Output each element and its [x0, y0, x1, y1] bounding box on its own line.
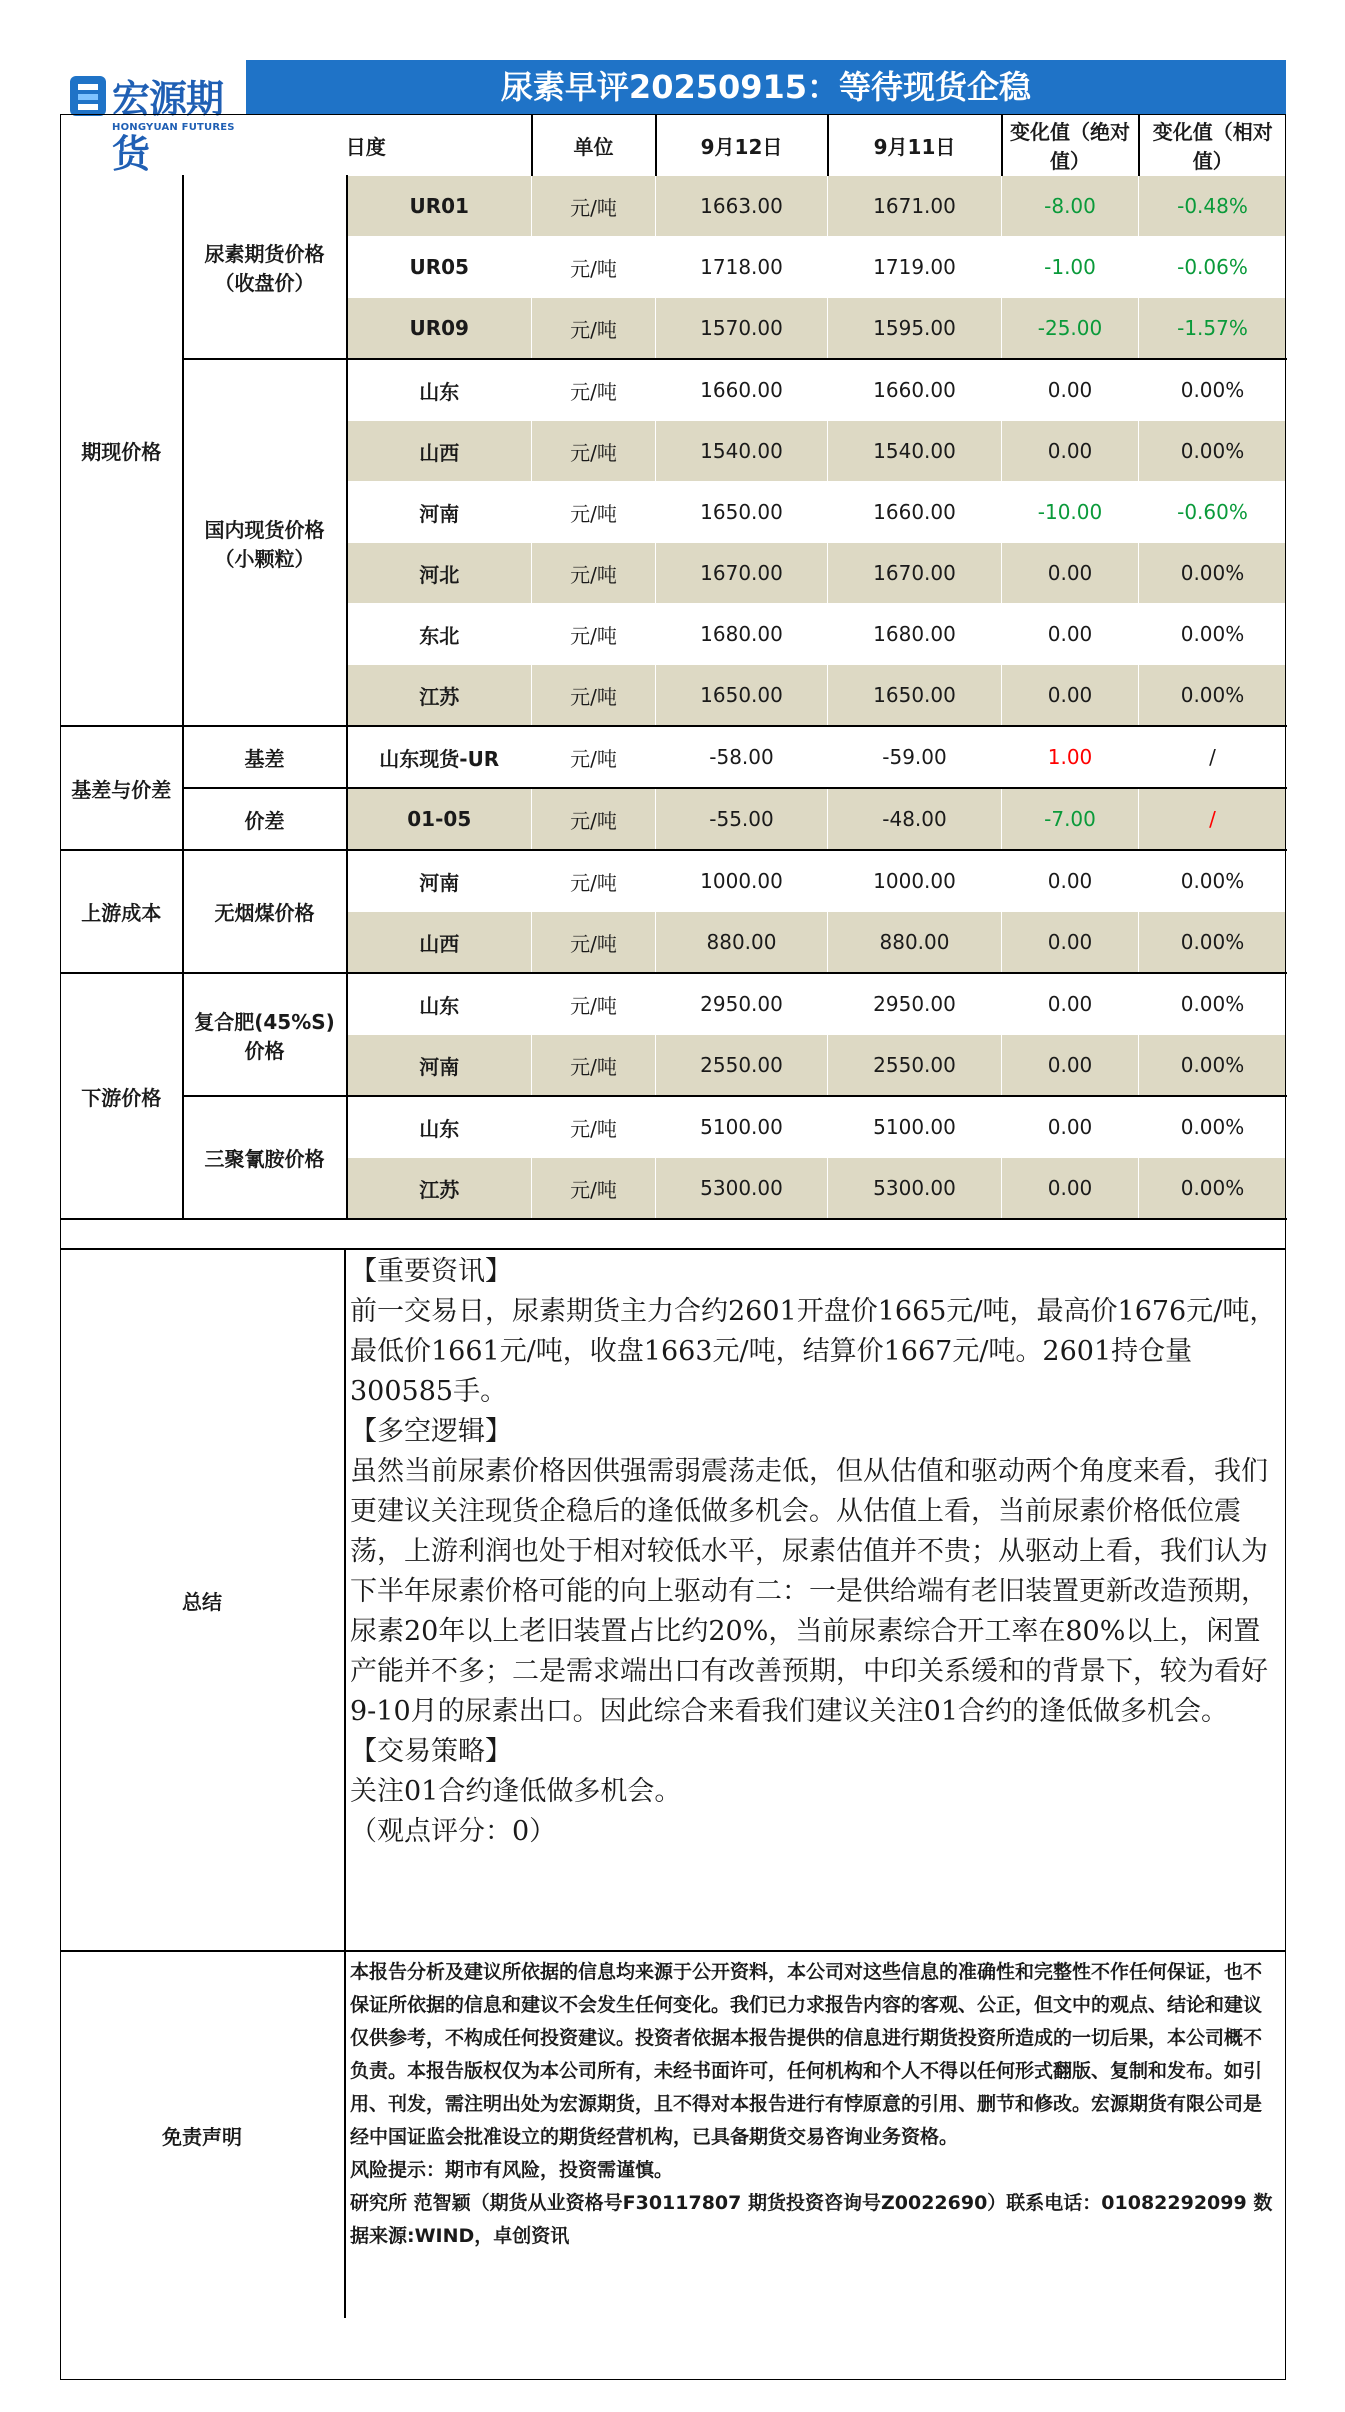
row-rel-change: / — [1139, 788, 1287, 850]
row-date1-value: 1670.00 — [656, 543, 828, 604]
summary-divider — [344, 1248, 346, 2318]
row-item: 河南 — [347, 850, 532, 912]
summary-line: 【重要资讯】 — [350, 1256, 512, 1287]
table-row — [61, 788, 1287, 850]
report-title: 尿素早评20250915：等待现货企稳 — [246, 60, 1286, 114]
table-body — [61, 176, 1287, 1220]
logo-mark-icon — [68, 72, 108, 120]
row-date1-value: 2950.00 — [656, 973, 828, 1035]
row-item: 山东 — [347, 973, 532, 1035]
subgroup-label: 尿素期货价格（收盘价） — [183, 176, 347, 360]
row-rel-change: 0.00% — [1139, 973, 1287, 1035]
summary-line: 【交易策略】 — [350, 1736, 512, 1767]
row-unit: 元/吨 — [532, 1158, 656, 1220]
row-unit: 元/吨 — [532, 604, 656, 665]
row-rel-change: -0.60% — [1139, 482, 1287, 543]
row-date2-value: 1680.00 — [828, 604, 1002, 665]
row-date1-value: 1718.00 — [656, 237, 828, 298]
subgroup-label: 价差 — [183, 788, 347, 850]
row-date1-value: 1570.00 — [656, 298, 828, 360]
row-rel-change: -0.06% — [1139, 237, 1287, 298]
subgroup-label: 三聚氰胺价格 — [183, 1096, 347, 1219]
header-abs-change: 变化值（绝对值） — [1002, 115, 1139, 176]
row-unit: 元/吨 — [532, 543, 656, 604]
subgroup-label: 国内现货价格（小颗粒） — [183, 359, 347, 726]
header-rel-change: 变化值（相对值） — [1139, 115, 1287, 176]
row-date2-value: 1660.00 — [828, 482, 1002, 543]
row-abs-change: 0.00 — [1002, 912, 1139, 974]
row-rel-change: / — [1139, 726, 1287, 788]
row-abs-change: 0.00 — [1002, 973, 1139, 1035]
row-item: 东北 — [347, 604, 532, 665]
logo-name-cn: 宏源期货 — [112, 77, 224, 176]
row-unit: 元/吨 — [532, 788, 656, 850]
row-abs-change: -8.00 — [1002, 176, 1139, 237]
header-date1: 9月12日 — [656, 115, 828, 176]
table-row — [61, 176, 1287, 237]
row-rel-change: -0.48% — [1139, 176, 1287, 237]
row-abs-change: -7.00 — [1002, 788, 1139, 850]
row-date2-value: 1671.00 — [828, 176, 1002, 237]
header-unit: 单位 — [532, 115, 656, 176]
row-item: 山东现货-UR — [347, 726, 532, 788]
row-date1-value: 1650.00 — [656, 665, 828, 727]
row-abs-change: -10.00 — [1002, 482, 1139, 543]
row-abs-change: 0.00 — [1002, 1096, 1139, 1158]
row-abs-change: -1.00 — [1002, 237, 1139, 298]
row-item: UR09 — [347, 298, 532, 360]
disclaimer-line: 研究所 范智颖（期货从业资格号F30117807 期货投资咨询号Z0022690）联系电话：01082292099 数据来源:WIND，卓创资讯 — [350, 2192, 1273, 2247]
row-unit: 元/吨 — [532, 1096, 656, 1158]
row-item: 山西 — [347, 421, 532, 482]
summary-line: （观点评分：0） — [350, 1816, 557, 1847]
subgroup-label: 复合肥(45%S)价格 — [183, 973, 347, 1096]
row-unit: 元/吨 — [532, 850, 656, 912]
row-date2-value: -48.00 — [828, 788, 1002, 850]
summary-line: 关注01合约逢低做多机会。 — [350, 1776, 682, 1807]
header-dimension: 日度 — [61, 115, 532, 176]
row-abs-change: -25.00 — [1002, 298, 1139, 360]
row-date1-value: 1000.00 — [656, 850, 828, 912]
summary-body — [350, 1252, 1278, 1852]
row-date2-value: 1660.00 — [828, 359, 1002, 421]
row-unit: 元/吨 — [532, 176, 656, 237]
row-date2-value: 1670.00 — [828, 543, 1002, 604]
row-date2-value: 880.00 — [828, 912, 1002, 974]
row-rel-change: 0.00% — [1139, 1035, 1287, 1097]
row-date2-value: 5300.00 — [828, 1158, 1002, 1220]
row-item: 山西 — [347, 912, 532, 974]
row-abs-change: 0.00 — [1002, 665, 1139, 727]
row-item: 河北 — [347, 543, 532, 604]
table-row — [61, 726, 1287, 788]
row-date1-value: 1540.00 — [656, 421, 828, 482]
row-date2-value: 5100.00 — [828, 1096, 1002, 1158]
row-date1-value: -58.00 — [656, 726, 828, 788]
row-rel-change: 0.00% — [1139, 1096, 1287, 1158]
row-rel-change: 0.00% — [1139, 359, 1287, 421]
row-unit: 元/吨 — [532, 298, 656, 360]
logo-name-en: HONGYUAN FUTURES — [112, 122, 235, 133]
row-rel-change: 0.00% — [1139, 604, 1287, 665]
row-item: UR01 — [347, 176, 532, 237]
row-unit: 元/吨 — [532, 421, 656, 482]
row-rel-change: 0.00% — [1139, 665, 1287, 727]
summary-line: 前一交易日，尿素期货主力合约2601开盘价1665元/吨，最高价1676元/吨，最低价1661元/吨，收盘1663元/吨，结算价1667元/吨。2601持仓量300585手。 — [350, 1296, 1277, 1407]
row-date1-value: 5100.00 — [656, 1096, 828, 1158]
row-item: 山东 — [347, 359, 532, 421]
row-rel-change: 0.00% — [1139, 912, 1287, 974]
disclaimer-line: 本报告分析及建议所依据的信息均来源于公开资料，本公司对这些信息的准确性和完整性不作任何保证，也不保证所依据的信息和建议不会发生任何变化。我们已力求报告内容的客观、公正，但文中的观点、结论和建议仅供参考，不构成任何投资建议。投资者依据本报告提供的信息进行期货投资所造成的一切后果，本公司概不负责。本报告版权仅为本公司所有，未经书面许可，任何机构和个人不得以任何形式翻版、复制和发布。如引用、刊发，需注明出处为宏源期货，且不得对本报告进行有悖原意的引用、删节和修改。宏源期货有限公司是经中国证监会批准设立的期货经营机构，已具备期货交易咨询业务资格。 — [350, 1961, 1263, 2148]
summary-label: 总结 — [182, 1589, 222, 1614]
row-date2-value: 1595.00 — [828, 298, 1002, 360]
group-label: 下游价格 — [61, 973, 183, 1219]
row-date2-value: 1650.00 — [828, 665, 1002, 727]
row-date1-value: 2550.00 — [656, 1035, 828, 1097]
row-date1-value: 5300.00 — [656, 1158, 828, 1220]
summary-line: 虽然当前尿素价格因供强需弱震荡走低，但从估值和驱动两个角度来看，我们更建议关注现货企稳后的逢低做多机会。从估值上看，当前尿素价格低位震荡，上游利润也处于相对较低水平，尿素估值并不贵；从驱动上看，我们认为下半年尿素价格可能的向上驱动有二：一是供给端有老旧装置更新改造预期，尿素20年以上老旧装置占比约20%，当前尿素综合开工率在80%以上，闲置产能并不多；二是需求端出口有改善预期，中印关系缓和的背景下，较为看好9-10月的尿素出口。因此综合来看我们建议关注01合约的逢低做多机会。 — [350, 1456, 1268, 1727]
row-abs-change: 0.00 — [1002, 1035, 1139, 1097]
row-rel-change: 0.00% — [1139, 1158, 1287, 1220]
row-unit: 元/吨 — [532, 1035, 656, 1097]
table-row — [61, 359, 1287, 421]
row-item: 河南 — [347, 482, 532, 543]
disclaimer-line: 风险提示：期市有风险，投资需谨慎。 — [350, 2159, 674, 2181]
row-abs-change: 0.00 — [1002, 543, 1139, 604]
row-rel-change: 0.00% — [1139, 421, 1287, 482]
table-row — [61, 973, 1287, 1035]
row-date2-value: 2950.00 — [828, 973, 1002, 1035]
row-abs-change: 0.00 — [1002, 359, 1139, 421]
row-date2-value: 2550.00 — [828, 1035, 1002, 1097]
row-unit: 元/吨 — [532, 726, 656, 788]
row-date1-value: 1660.00 — [656, 359, 828, 421]
row-date2-value: 1000.00 — [828, 850, 1002, 912]
row-abs-change: 0.00 — [1002, 850, 1139, 912]
row-item: 01-05 — [347, 788, 532, 850]
row-date1-value: -55.00 — [656, 788, 828, 850]
row-item: 江苏 — [347, 1158, 532, 1220]
group-label: 期现价格 — [61, 176, 183, 727]
row-unit: 元/吨 — [532, 482, 656, 543]
group-label: 基差与价差 — [61, 726, 183, 850]
row-rel-change: 0.00% — [1139, 850, 1287, 912]
disclaimer-label: 免责声明 — [162, 2124, 242, 2149]
row-date1-value: 1663.00 — [656, 176, 828, 237]
row-item: UR05 — [347, 237, 532, 298]
price-table — [60, 114, 1287, 1220]
row-unit: 元/吨 — [532, 665, 656, 727]
table-row — [61, 1096, 1287, 1158]
row-unit: 元/吨 — [532, 237, 656, 298]
disclaimer-body — [350, 1956, 1280, 2253]
summary-line: 【多空逻辑】 — [350, 1416, 512, 1447]
row-date2-value: -59.00 — [828, 726, 1002, 788]
row-item: 山东 — [347, 1096, 532, 1158]
group-label: 上游成本 — [61, 850, 183, 973]
row-abs-change: 1.00 — [1002, 726, 1139, 788]
table-row — [61, 850, 1287, 912]
row-unit: 元/吨 — [532, 359, 656, 421]
row-date1-value: 1680.00 — [656, 604, 828, 665]
row-date1-value: 880.00 — [656, 912, 828, 974]
row-abs-change: 0.00 — [1002, 604, 1139, 665]
disclaimer-top-rule — [60, 1950, 1286, 1952]
row-unit: 元/吨 — [532, 912, 656, 974]
row-abs-change: 0.00 — [1002, 421, 1139, 482]
row-item: 江苏 — [347, 665, 532, 727]
subgroup-label: 无烟煤价格 — [183, 850, 347, 973]
row-rel-change: -1.57% — [1139, 298, 1287, 360]
subgroup-label: 基差 — [183, 726, 347, 788]
summary-top-rule — [60, 1248, 1286, 1250]
row-unit: 元/吨 — [532, 973, 656, 1035]
row-date2-value: 1540.00 — [828, 421, 1002, 482]
row-abs-change: 0.00 — [1002, 1158, 1139, 1220]
header-date2: 9月11日 — [828, 115, 1002, 176]
row-rel-change: 0.00% — [1139, 543, 1287, 604]
header-row — [61, 115, 1287, 176]
row-date1-value: 1650.00 — [656, 482, 828, 543]
row-date2-value: 1719.00 — [828, 237, 1002, 298]
row-item: 河南 — [347, 1035, 532, 1097]
